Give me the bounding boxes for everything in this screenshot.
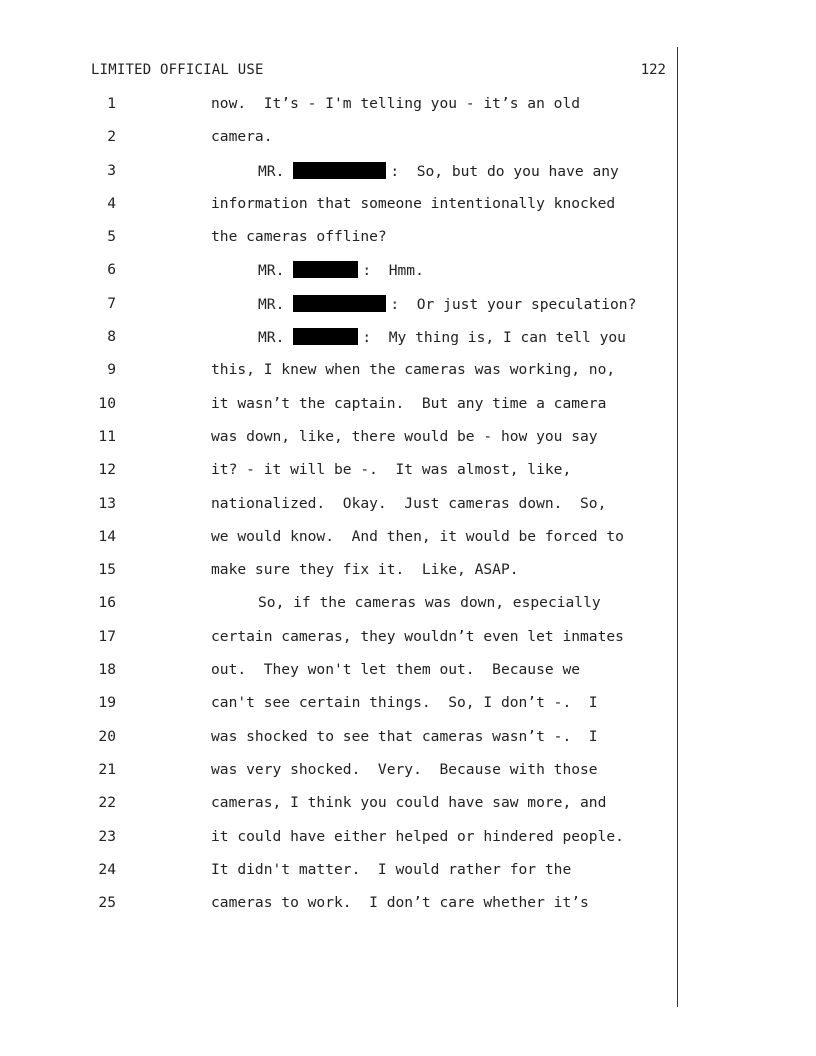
transcript-line: [0, 561, 816, 594]
transcript-line: [0, 195, 816, 228]
line-number: 21: [98, 760, 116, 778]
speaker-title: MR.: [258, 329, 285, 347]
transcript-lines: [0, 95, 816, 927]
line-text: It didn't matter. I would rather for the: [211, 860, 572, 878]
line-text: nationalized. Okay. Just cameras down. So,: [211, 494, 607, 512]
line-number: 20: [98, 727, 116, 745]
transcript-line: [0, 361, 816, 394]
line-number: 17: [98, 627, 116, 645]
line-number: 8: [107, 328, 116, 346]
speaker-title: MR.: [258, 262, 285, 280]
speaker-remark: : Hmm.: [362, 262, 424, 280]
redaction-bar: [293, 328, 358, 345]
transcript-line: [0, 761, 816, 794]
transcript-line: [0, 661, 816, 694]
line-number: 18: [98, 661, 116, 679]
transcript-line: [0, 828, 816, 861]
transcript-line: [0, 261, 816, 294]
line-number: 6: [107, 261, 116, 279]
redaction-bar: [293, 261, 358, 278]
transcript-line: [0, 428, 816, 461]
classification-header: LIMITED OFFICIAL USE: [91, 62, 264, 78]
redaction-bar: [293, 162, 386, 179]
line-number: 23: [98, 827, 116, 845]
line-number: 13: [98, 494, 116, 512]
line-number: 10: [98, 394, 116, 412]
line-number: 9: [107, 361, 116, 379]
redaction-bar: [293, 295, 386, 312]
transcript-line: [0, 395, 816, 428]
transcript-line: [0, 461, 816, 494]
line-text: camera.: [211, 128, 273, 146]
line-text: was very shocked. Very. Because with those: [211, 760, 598, 778]
line-text: So, if the cameras was down, especially: [258, 594, 601, 612]
line-number: 1: [107, 95, 116, 112]
line-number: 12: [98, 461, 116, 479]
line-text: can't see certain things. So, I don’t -. I: [211, 694, 598, 712]
line-number: 5: [107, 228, 116, 246]
line-text: certain cameras, they wouldn’t even let inmates: [211, 627, 624, 645]
line-text: this, I knew when the cameras was working, no,: [211, 361, 616, 379]
transcript-line: [0, 528, 816, 561]
line-number: 7: [107, 294, 116, 312]
speaker-remark: : Or just your speculation?: [390, 295, 637, 313]
transcript-line: [0, 328, 816, 361]
line-number: 25: [98, 894, 116, 912]
transcript-line: [0, 95, 816, 128]
line-number: 2: [107, 128, 116, 146]
speaker-title: MR.: [258, 295, 285, 313]
line-number: 19: [98, 694, 116, 712]
line-text: it wasn’t the captain. But any time a camera: [211, 394, 607, 412]
transcript-line: [0, 295, 816, 328]
line-number: 24: [98, 860, 116, 878]
line-text: now. It’s - I'm telling you - it’s an old: [211, 95, 581, 112]
transcript-line: [0, 228, 816, 261]
line-text: make sure they fix it. Like, ASAP.: [211, 561, 519, 579]
speaker-line: [258, 295, 636, 313]
transcript-line: [0, 495, 816, 528]
line-number: 4: [107, 194, 116, 212]
line-text: the cameras offline?: [211, 228, 387, 246]
line-text: we would know. And then, it would be forced to: [211, 527, 624, 545]
line-text: was down, like, there would be - how you say: [211, 427, 598, 445]
line-number: 14: [98, 527, 116, 545]
speaker-remark: : So, but do you have any: [390, 162, 619, 180]
line-text: out. They won't let them out. Because we: [211, 661, 581, 679]
transcript-line: [0, 162, 816, 195]
speaker-line: [258, 162, 619, 180]
line-number: 16: [98, 594, 116, 612]
speaker-line: [258, 328, 626, 346]
line-text: cameras to work. I don’t care whether it’s: [211, 894, 589, 912]
speaker-title: MR.: [258, 162, 285, 180]
line-number: 11: [98, 427, 116, 445]
transcript-line: [0, 728, 816, 761]
line-text: information that someone intentionally knocked: [211, 194, 616, 212]
transcript-line: [0, 128, 816, 161]
line-number: 15: [98, 561, 116, 579]
transcript-line: [0, 628, 816, 661]
speaker-line: [258, 261, 424, 279]
line-number: 3: [107, 161, 116, 179]
transcript-line: [0, 894, 816, 927]
line-text: it? - it will be -. It was almost, like,: [211, 461, 572, 479]
line-number: 22: [98, 794, 116, 812]
line-text: cameras, I think you could have saw more, and: [211, 794, 607, 812]
line-text: was shocked to see that cameras wasn’t -. I: [211, 727, 598, 745]
speaker-remark: : My thing is, I can tell you: [362, 329, 626, 347]
line-text: it could have either helped or hindered people.: [211, 827, 624, 845]
page-number: 122: [640, 62, 666, 78]
transcript-line: [0, 861, 816, 894]
transcript-line: [0, 694, 816, 727]
transcript-line: [0, 794, 816, 827]
transcript-line: [0, 594, 816, 627]
